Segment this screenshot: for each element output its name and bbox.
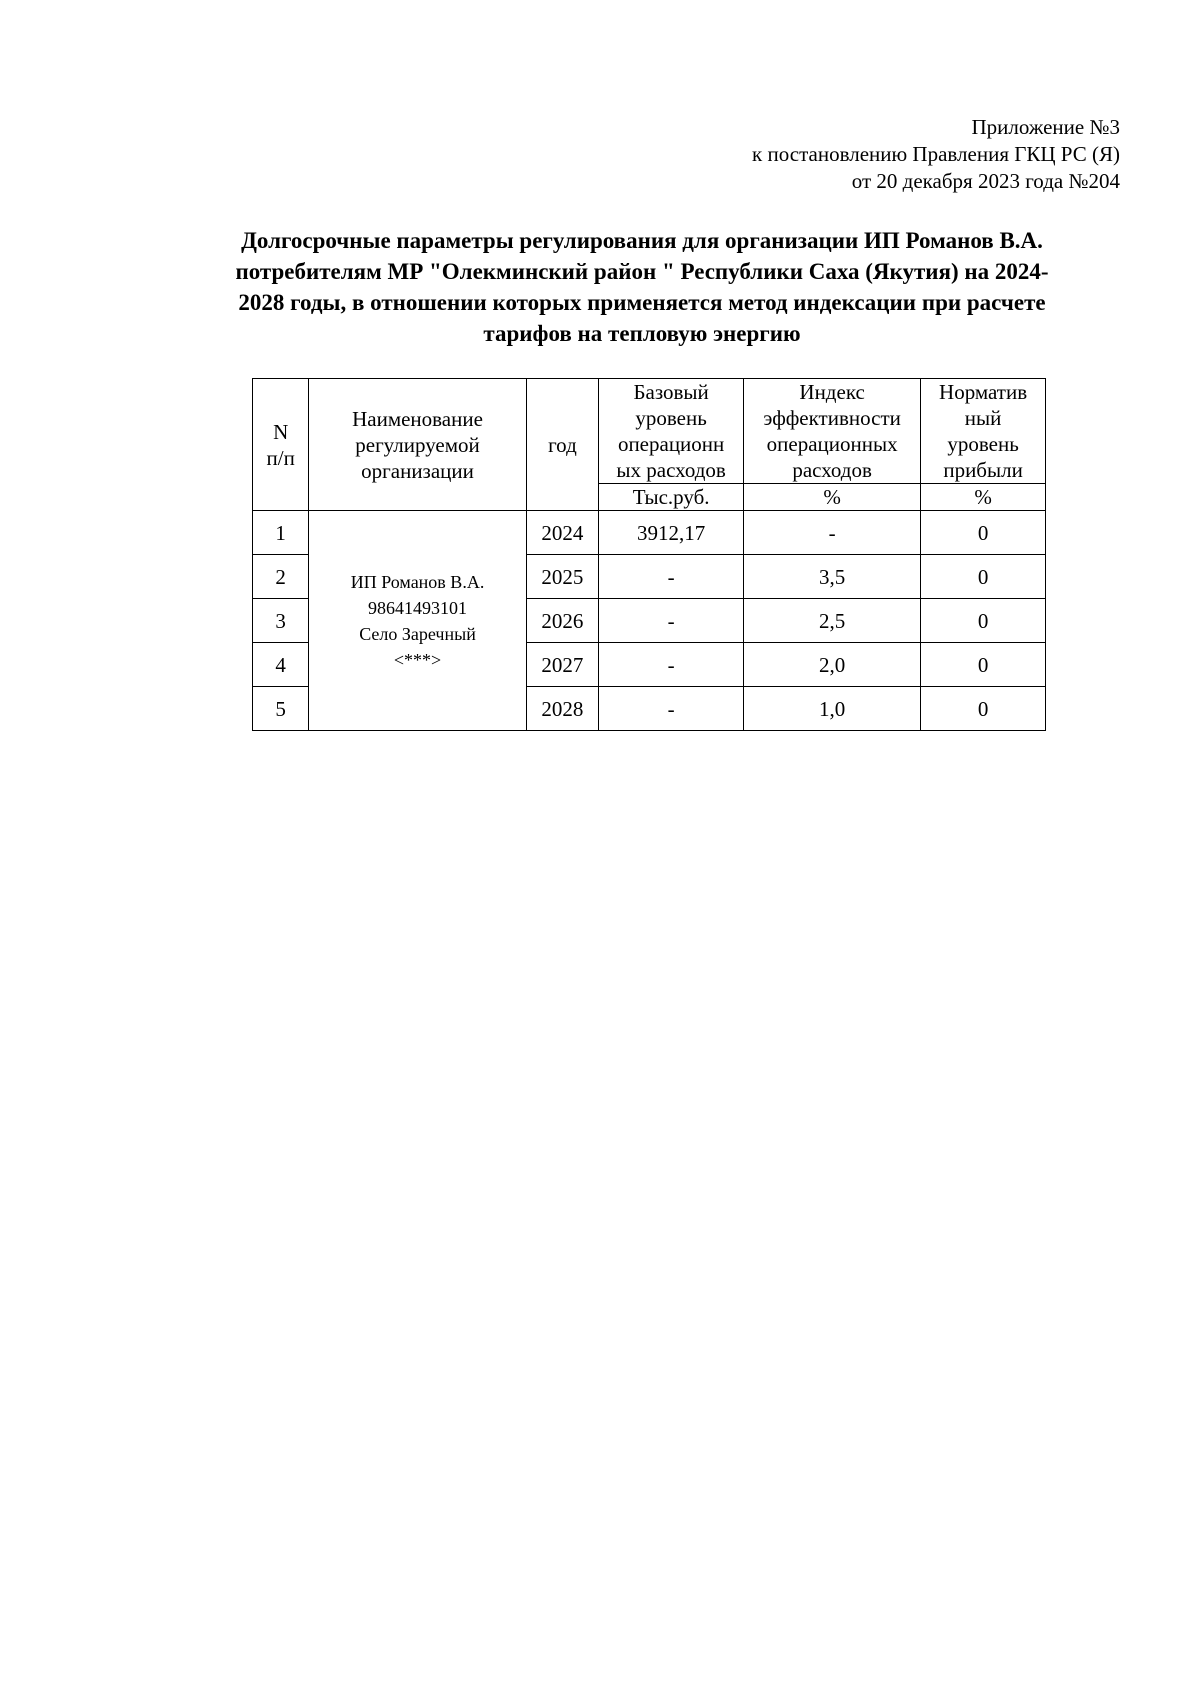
header-base-opex: Базовый уровень операционн ых расходов (599, 379, 744, 484)
title-line-3: 2028 годы, в отношении которых применяется метод индексации при расчете (238, 290, 1046, 315)
title-line-4: тарифов на тепловую энергию (483, 321, 801, 346)
row-base-opex: - (599, 643, 744, 687)
row-efficiency-index: 2,5 (744, 599, 921, 643)
row-efficiency-index: 3,5 (744, 555, 921, 599)
row-base-opex: 3912,17 (599, 511, 744, 555)
row-normative-profit: 0 (921, 687, 1046, 731)
table-row (253, 511, 1046, 555)
header-year: год (526, 379, 598, 511)
row-number: 1 (253, 511, 309, 555)
title-line-1: Долгосрочные параметры регулирования для организации ИП Романов В.А. (241, 228, 1043, 253)
organization-inn: 98641493101 (368, 597, 468, 618)
appendix-number: Приложение №3 (971, 115, 1120, 139)
row-year: 2028 (526, 687, 598, 731)
row-efficiency-index: 2,0 (744, 643, 921, 687)
row-year: 2024 (526, 511, 598, 555)
appendix-date: от 20 декабря 2023 года №204 (851, 169, 1120, 193)
organization-note: <***> (393, 649, 442, 670)
title-line-2: потребителям МР "Олекминский район " Республики Саха (Якутия) на 2024- (235, 259, 1049, 284)
organization-name: ИП Романов В.А. (350, 571, 485, 592)
row-number: 2 (253, 555, 309, 599)
row-efficiency-index: 1,0 (744, 687, 921, 731)
row-year: 2026 (526, 599, 598, 643)
table-header-row (253, 379, 1046, 484)
row-number: 3 (253, 599, 309, 643)
row-base-opex: - (599, 687, 744, 731)
row-year: 2025 (526, 555, 598, 599)
header-normative-profit: Норматив ный уровень прибыли (921, 379, 1046, 484)
row-normative-profit: 0 (921, 643, 1046, 687)
row-year: 2027 (526, 643, 598, 687)
row-efficiency-index: - (744, 511, 921, 555)
appendix-header (752, 114, 1120, 195)
row-number: 4 (253, 643, 309, 687)
appendix-resolution-ref: к постановлению Правления ГКЦ РС (Я) (752, 142, 1120, 166)
row-normative-profit: 0 (921, 555, 1046, 599)
header-organization-name: Наименование регулируемой организации (309, 379, 526, 511)
unit-efficiency-index: % (744, 484, 921, 511)
unit-normative-profit: % (921, 484, 1046, 511)
unit-base-opex: Тыс.руб. (599, 484, 744, 511)
regulation-parameters-table (252, 378, 1046, 731)
row-base-opex: - (599, 599, 744, 643)
row-normative-profit: 0 (921, 599, 1046, 643)
organization-cell (309, 511, 526, 731)
organization-location: Село Заречный (359, 623, 476, 644)
document-title (172, 225, 1112, 349)
row-normative-profit: 0 (921, 511, 1046, 555)
row-base-opex: - (599, 555, 744, 599)
header-efficiency-index: Индекс эффективности операционных расходов (744, 379, 921, 484)
header-number: N п/п (253, 379, 309, 511)
row-number: 5 (253, 687, 309, 731)
